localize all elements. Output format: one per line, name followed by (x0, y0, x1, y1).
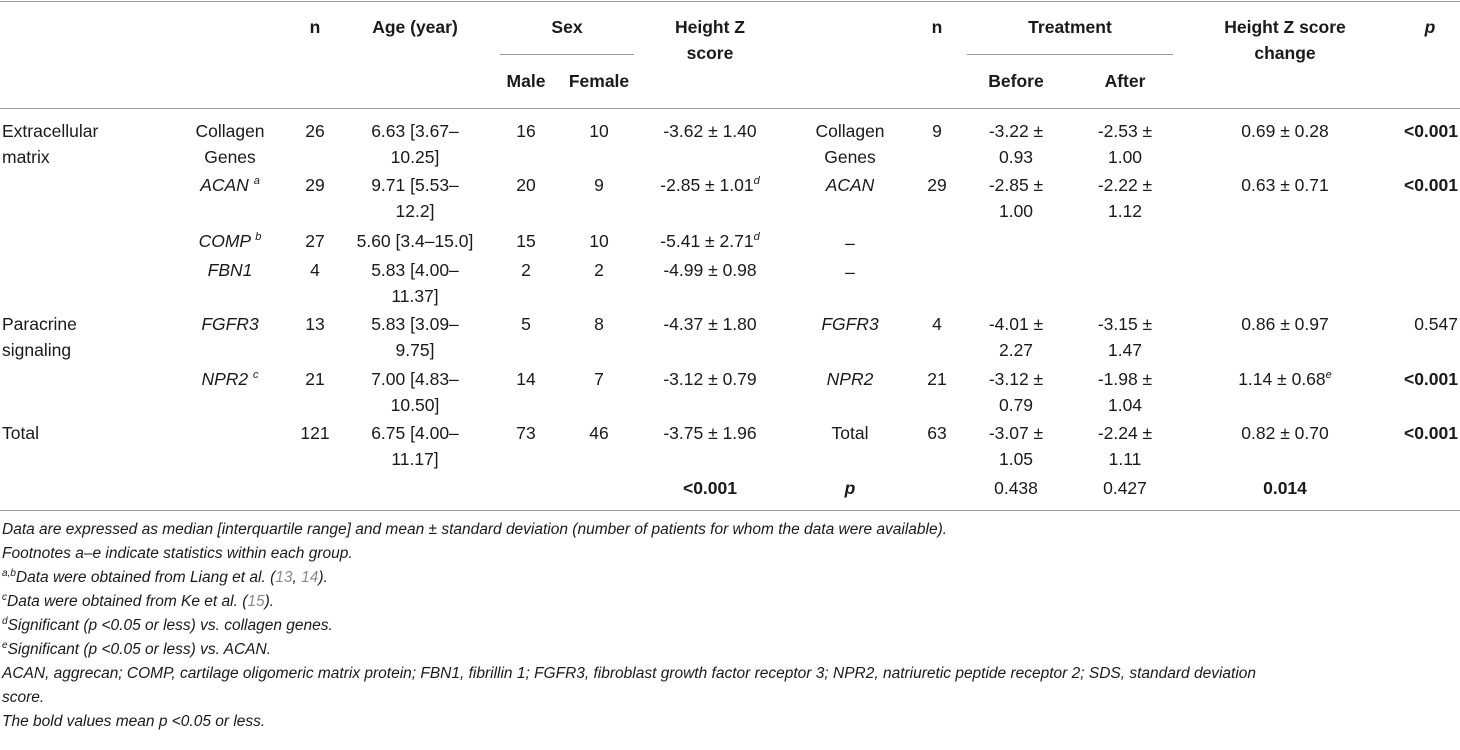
p-value: <0.001 (1403, 175, 1458, 195)
before-value-line2: 0.93 (998, 147, 1034, 167)
male-value: 14 (516, 369, 536, 389)
change-value: 0.69 ± 0.28 (1241, 121, 1329, 141)
after-value: -2.24 ± (1097, 423, 1153, 443)
reference-link[interactable]: 14 (301, 569, 319, 586)
p-value: <0.001 (1403, 369, 1458, 389)
header-height-z-line2: score (686, 43, 734, 63)
header-age: Age (year) (372, 17, 458, 37)
gene-label: Collagen (195, 121, 265, 141)
treatment-gene-label: ACAN (825, 175, 875, 195)
before-value-line2: 1.05 (998, 449, 1034, 469)
male-value: 20 (516, 175, 536, 195)
after-value-line2: 1.11 (1108, 449, 1142, 469)
age-value: 6.63 [3.67– (371, 121, 459, 141)
male-value: 73 (516, 423, 536, 443)
height-z-value: -3.12 ± 0.79 (663, 369, 757, 389)
female-value: 7 (594, 369, 604, 389)
treatment-n-value: 29 (927, 175, 947, 195)
header-n-right: n (931, 17, 943, 37)
treatment-n-value: 63 (927, 423, 947, 443)
footnote-bold-values: The bold values mean p <0.05 or less. (2, 713, 266, 730)
male-value: 2 (521, 260, 531, 280)
treatment-gene-label: Collagen (815, 121, 885, 141)
before-value: -2.85 ± (988, 175, 1044, 195)
header-hz-change-line1: Height Z score (1224, 17, 1346, 37)
before-value-line2: 1.00 (998, 201, 1034, 221)
age-value: 5.60 [3.4–15.0] (356, 231, 474, 251)
footnote-abbreviations-line2: score. (2, 689, 45, 706)
change-value: 0.86 ± 0.97 (1241, 314, 1329, 334)
header-bottom-rule (0, 108, 1460, 109)
treatment-n-value: 21 (927, 369, 947, 389)
height-z-value: -5.41 ± 2.71$^d$ (660, 231, 760, 251)
n-value: 13 (305, 314, 325, 334)
footnote-e: $^e$Significant (p <0.05 or less) vs. ACAN. (2, 640, 272, 658)
age-value-line2: 10.50] (390, 395, 440, 415)
age-value-line2: 9.75] (395, 340, 435, 360)
header-sex: Sex (551, 17, 583, 37)
sex-underline (500, 54, 634, 55)
age-value: 9.71 [5.53– (371, 175, 459, 195)
body-bottom-rule (0, 510, 1460, 511)
after-value-line2: 1.00 (1107, 147, 1143, 167)
p-value: <0.001 (1403, 423, 1458, 443)
n-value: 21 (305, 369, 325, 389)
female-value: 8 (594, 314, 604, 334)
gene-label: COMP $^b$ (198, 231, 262, 251)
age-value-line2: 12.2] (395, 201, 435, 221)
female-value: 9 (594, 175, 604, 195)
p-row-label: p (844, 478, 856, 498)
after-value-line2: 1.12 (1107, 201, 1143, 221)
before-value-line2: 2.27 (998, 340, 1034, 360)
group-ecm-line2: matrix (2, 147, 50, 167)
treatment-gene-label: FGFR3 (821, 314, 879, 334)
after-value: -2.53 ± (1097, 121, 1153, 141)
height-z-p-value: <0.001 (682, 478, 737, 498)
gene-label: FGFR3 (201, 314, 259, 334)
p-value: 0.547 (1414, 314, 1458, 334)
reference-link[interactable]: 15 (247, 593, 265, 610)
n-value: 121 (300, 423, 330, 443)
n-value: 29 (305, 175, 325, 195)
gene-label: NPR2 $^c$ (201, 369, 259, 389)
header-before: Before (988, 71, 1044, 91)
group-total: Total (2, 423, 39, 443)
header-male: Male (506, 71, 546, 91)
gene-label: FBN1 (207, 260, 253, 280)
header-after: After (1104, 71, 1146, 91)
after-value-line2: 1.47 (1107, 340, 1143, 360)
treatment-dash: – (845, 262, 855, 282)
p-value: <0.001 (1403, 121, 1458, 141)
treatment-n-value: 4 (932, 314, 942, 334)
height-z-value: -4.37 ± 1.80 (663, 314, 757, 334)
header-p: p (1424, 17, 1436, 37)
treatment-n-value: 9 (932, 121, 942, 141)
header-female: Female (568, 71, 630, 91)
height-z-value: -3.75 ± 1.96 (663, 423, 757, 443)
age-value: 6.75 [4.00– (371, 423, 459, 443)
after-value: -1.98 ± (1097, 369, 1153, 389)
before-value: -4.01 ± (988, 314, 1044, 334)
after-value: -2.22 ± (1097, 175, 1153, 195)
gene-label-line2: Genes (204, 147, 256, 167)
female-value: 10 (589, 231, 609, 251)
footnote-d: $^d$Significant (p <0.05 or less) vs. collagen genes. (2, 616, 333, 634)
male-value: 15 (516, 231, 536, 251)
female-value: 46 (589, 423, 609, 443)
header-hz-change-line2: change (1254, 43, 1316, 63)
after-value: -3.15 ± (1097, 314, 1153, 334)
before-p-value: 0.438 (994, 478, 1038, 498)
change-value: 1.14 ± 0.68$^e$ (1238, 369, 1332, 389)
table-top-rule (0, 1, 1460, 2)
age-value-line2: 11.37] (391, 286, 439, 306)
before-value: -3.22 ± (988, 121, 1044, 141)
female-value: 2 (594, 260, 604, 280)
male-value: 5 (521, 314, 531, 334)
treatment-dash: – (845, 233, 855, 253)
reference-link[interactable]: 13 (275, 569, 293, 586)
age-value-line2: 10.25] (390, 147, 440, 167)
n-value: 4 (310, 260, 320, 280)
before-value: -3.07 ± (988, 423, 1044, 443)
n-value: 26 (305, 121, 325, 141)
header-n-left: n (309, 17, 321, 37)
gene-label: ACAN $^a$ (200, 175, 260, 195)
treatment-underline (967, 54, 1173, 55)
age-value: 5.83 [3.09– (371, 314, 459, 334)
group-paracrine-line2: signaling (2, 340, 72, 360)
change-value: 0.63 ± 0.71 (1241, 175, 1329, 195)
footnote-ab: $^{a,b}$Data were obtained from Liang et al. (13, 14). (2, 568, 328, 586)
header-height-z-line1: Height Z (675, 17, 745, 37)
footnote-abbreviations: ACAN, aggrecan; COMP, cartilage oligomeric matrix protein; FBN1, fibrillin 1; FGFR3, fibroblast growth factor receptor 3; NPR2, natriuretic peptide receptor 2; SDS, standard deviation (2, 665, 1257, 682)
age-value-line2: 11.17] (391, 449, 439, 469)
age-value: 5.83 [4.00– (371, 260, 459, 280)
before-value: -3.12 ± (988, 369, 1044, 389)
before-value-line2: 0.79 (998, 395, 1034, 415)
change-p-value: 0.014 (1263, 478, 1307, 498)
female-value: 10 (589, 121, 609, 141)
treatment-gene-label: Total (831, 423, 869, 443)
after-value-line2: 1.04 (1107, 395, 1143, 415)
male-value: 16 (516, 121, 536, 141)
footnote-c: $^c$Data were obtained from Ke et al. (15). (2, 592, 275, 610)
treatment-gene-label: NPR2 (826, 369, 874, 389)
n-value: 27 (305, 231, 325, 251)
group-paracrine-line1: Paracrine (2, 314, 77, 334)
after-p-value: 0.427 (1103, 478, 1147, 498)
height-z-value: -2.85 ± 1.01$^d$ (660, 175, 760, 195)
footnote-statistics: Footnotes a–e indicate statistics within each group. (2, 545, 353, 562)
height-z-value: -3.62 ± 1.40 (663, 121, 757, 141)
height-z-value: -4.99 ± 0.98 (663, 260, 757, 280)
treatment-gene-label-line2: Genes (824, 147, 876, 167)
group-ecm-line1: Extracellular (2, 121, 99, 141)
change-value: 0.82 ± 0.70 (1241, 423, 1329, 443)
header-treatment: Treatment (1028, 17, 1112, 37)
age-value: 7.00 [4.83– (371, 369, 459, 389)
footnote-data-expression: Data are expressed as median [interquartile range] and mean ± standard deviation (number of patients for whom the data were available). (2, 521, 948, 538)
